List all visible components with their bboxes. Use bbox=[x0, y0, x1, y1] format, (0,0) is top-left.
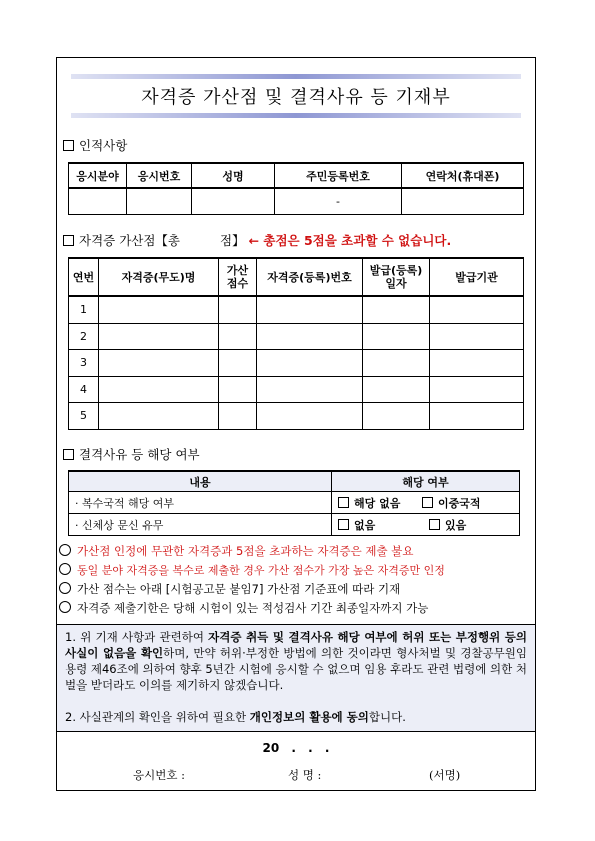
note-item bbox=[59, 600, 428, 616]
title-decoration-bottom bbox=[71, 113, 521, 118]
cert-issuer-cell[interactable] bbox=[430, 350, 524, 377]
row-number: 4 bbox=[69, 376, 99, 403]
checkbox-icon bbox=[63, 140, 74, 151]
option-label: 있음 bbox=[444, 518, 467, 532]
cert-issuer-cell[interactable] bbox=[430, 376, 524, 403]
pledge-text: 합니다. bbox=[368, 710, 406, 724]
form-title: 자격증 가산점 및 결격사유 등 기재부 bbox=[141, 87, 451, 108]
field-exam-area[interactable] bbox=[69, 188, 127, 215]
sign-exam-number-label: 응시번호 : bbox=[133, 768, 185, 782]
checkbox-icon[interactable] bbox=[429, 519, 440, 530]
pledge-item-2 bbox=[65, 709, 527, 725]
note-item bbox=[59, 562, 445, 578]
col-header: 자격증(무도)명 bbox=[99, 258, 219, 296]
pledge-text: 2. 사실관계의 확인을 위하여 필요한 bbox=[65, 710, 250, 724]
cert-points-cell[interactable] bbox=[219, 350, 257, 377]
field-exam-number[interactable] bbox=[127, 188, 192, 215]
row-number: 3 bbox=[69, 350, 99, 377]
table-row bbox=[69, 492, 520, 514]
circle-bullet-icon bbox=[59, 544, 71, 556]
disq-item-label: · 복수국적 해당 여부 bbox=[69, 492, 332, 514]
disq-options bbox=[332, 514, 520, 536]
cert-date-cell[interactable] bbox=[363, 376, 430, 403]
disq-heading-text: 결격사유 등 해당 여부 bbox=[79, 447, 200, 462]
pledge-bold-text: 자격증 취득 및 결격사유 해당 여부에 허위 또는 부정행위 등의 사실이 없음을 확인 bbox=[65, 630, 527, 660]
cert-number-cell[interactable] bbox=[257, 323, 363, 350]
col-header: 발급기관 bbox=[430, 258, 524, 296]
cert-name-cell[interactable] bbox=[99, 376, 219, 403]
cert-number-cell[interactable] bbox=[257, 403, 363, 430]
certificate-table bbox=[68, 257, 524, 430]
field-phone[interactable] bbox=[402, 188, 524, 215]
sign-seal-label[interactable]: (서명) bbox=[429, 768, 461, 782]
option-label: 없음 bbox=[354, 518, 376, 532]
col-header: 발급(등록) 일자 bbox=[363, 258, 430, 296]
pledge-text: 하며, 만약 허위·부정한 방법에 의한 것이라면 형사처벌 및 경찰공무원임용령 제46조에 의하여 향후 5년간 시험에 응시할 수 없으며 임용 후라도 관련 법령에 의한 처벌을 받더라도 이의를 제기하지 않겠습니다. bbox=[65, 646, 527, 692]
cert-issuer-cell[interactable] bbox=[430, 403, 524, 430]
note-item bbox=[59, 581, 400, 597]
table-row bbox=[69, 296, 524, 323]
table-row bbox=[69, 514, 520, 536]
circle-bullet-icon bbox=[59, 601, 71, 613]
cert-issuer-cell[interactable] bbox=[430, 296, 524, 323]
note-text: 가산점 인정에 무관한 자격증과 5점을 초과하는 자격증은 제출 불요 bbox=[77, 544, 414, 558]
cert-heading-text: 자격증 가산점【총 bbox=[79, 233, 180, 248]
checkbox-icon[interactable] bbox=[338, 497, 349, 508]
cert-points-cell[interactable] bbox=[219, 296, 257, 323]
pledge-bold-text: 개인정보의 활용에 동의 bbox=[249, 710, 369, 724]
option-label: 해당 없음 bbox=[354, 496, 401, 510]
disq-section-heading bbox=[63, 445, 200, 463]
col-header: 연번 bbox=[69, 258, 99, 296]
cert-number-cell[interactable] bbox=[257, 350, 363, 377]
field-name[interactable] bbox=[192, 188, 275, 215]
pledge-text: 1. 위 기재 사항과 관련하여 bbox=[65, 630, 209, 644]
disqualification-table bbox=[68, 470, 520, 536]
table-row bbox=[69, 376, 524, 403]
col-header: 해당 여부 bbox=[332, 471, 520, 492]
field-resident-number[interactable]: - bbox=[275, 188, 402, 215]
table-row bbox=[69, 323, 524, 350]
option-label: 이중국적 bbox=[438, 496, 481, 510]
cert-issuer-cell[interactable] bbox=[430, 323, 524, 350]
note-item bbox=[59, 543, 414, 559]
form-frame bbox=[56, 57, 536, 791]
table-row bbox=[69, 403, 524, 430]
col-header: 가산 점수 bbox=[219, 258, 257, 296]
cert-total-note: ← 총점은 5점을 초과할 수 없습니다. bbox=[248, 233, 452, 248]
note-text: 가산 점수는 아래 [시험공고문 붙임7] 가산점 기준표에 따라 기재 bbox=[77, 582, 401, 596]
checkbox-icon[interactable] bbox=[338, 519, 349, 530]
disq-options bbox=[332, 492, 520, 514]
cert-date-cell[interactable] bbox=[363, 296, 430, 323]
note-text: 자격증 제출기한은 당해 시험이 있는 적성검사 기간 최종일자까지 가능 bbox=[77, 601, 429, 615]
table-row bbox=[69, 350, 524, 377]
pledge-item-1 bbox=[65, 629, 527, 693]
title-decoration-top bbox=[71, 74, 521, 79]
col-header: 성명 bbox=[192, 163, 275, 188]
col-header: 자격증(등록)번호 bbox=[257, 258, 363, 296]
cert-name-cell[interactable] bbox=[99, 350, 219, 377]
cert-points-cell[interactable] bbox=[219, 323, 257, 350]
checkbox-icon[interactable] bbox=[422, 497, 433, 508]
cert-heading-tail: 점】 bbox=[220, 233, 245, 248]
cert-points-cell[interactable] bbox=[219, 376, 257, 403]
cert-number-cell[interactable] bbox=[257, 296, 363, 323]
date-line[interactable]: 20 . . . bbox=[262, 741, 330, 755]
col-header: 연락처(휴대폰) bbox=[402, 163, 524, 188]
cert-points-cell[interactable] bbox=[219, 403, 257, 430]
cert-name-cell[interactable] bbox=[99, 403, 219, 430]
cert-date-cell[interactable] bbox=[363, 350, 430, 377]
row-number: 2 bbox=[69, 323, 99, 350]
cert-date-cell[interactable] bbox=[363, 403, 430, 430]
cert-name-cell[interactable] bbox=[99, 323, 219, 350]
cert-number-cell[interactable] bbox=[257, 376, 363, 403]
circle-bullet-icon bbox=[59, 563, 71, 575]
personal-info-table bbox=[68, 162, 524, 215]
col-header: 응시번호 bbox=[127, 163, 192, 188]
checkbox-icon bbox=[63, 235, 74, 246]
sign-name-label: 성 명 : bbox=[288, 768, 322, 782]
col-header: 주민등록번호 bbox=[275, 163, 402, 188]
checkbox-icon bbox=[63, 449, 74, 460]
pledge-box bbox=[57, 624, 535, 732]
col-header: 내용 bbox=[69, 471, 332, 492]
cert-section-heading bbox=[63, 231, 451, 249]
cert-name-cell[interactable] bbox=[99, 296, 219, 323]
cert-date-cell[interactable] bbox=[363, 323, 430, 350]
row-number: 1 bbox=[69, 296, 99, 323]
circle-bullet-icon bbox=[59, 582, 71, 594]
personal-section-heading bbox=[63, 136, 127, 154]
note-text: 동일 분야 자격증을 복수로 제출한 경우 가산 점수가 가장 높은 자격증만 인정 bbox=[77, 564, 445, 577]
col-header: 응시분야 bbox=[69, 163, 127, 188]
personal-heading-text: 인적사항 bbox=[79, 138, 128, 153]
disq-item-label: · 신체상 문신 유무 bbox=[69, 514, 332, 536]
row-number: 5 bbox=[69, 403, 99, 430]
